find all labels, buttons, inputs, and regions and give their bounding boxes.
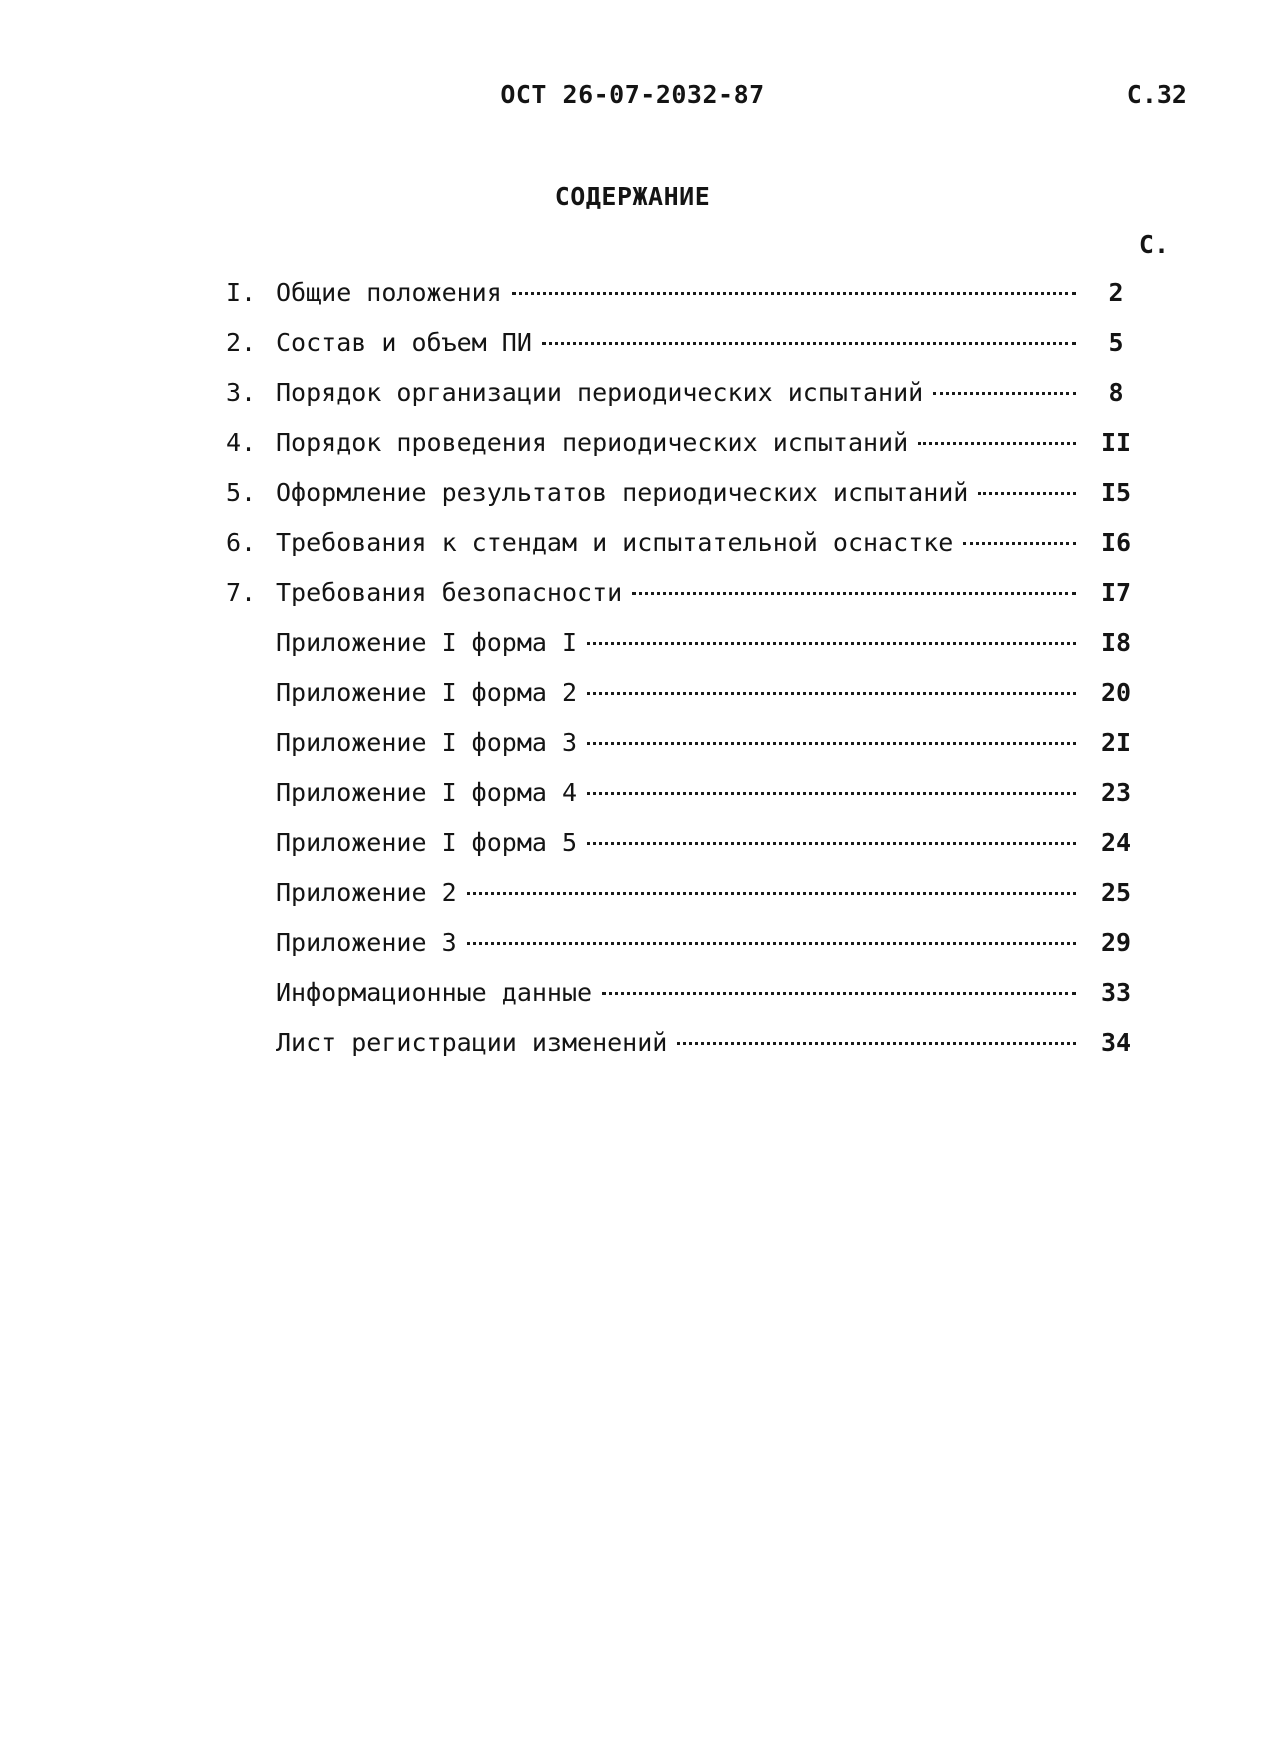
toc-item-label: Требования безопасности	[276, 578, 623, 607]
toc-item-number: 5.	[226, 478, 257, 507]
toc-item	[226, 978, 1146, 1028]
dot-leader	[587, 692, 1076, 695]
toc-item-page: I6	[1100, 528, 1132, 557]
toc-item-page: 25	[1100, 878, 1132, 907]
toc-item-label: Оформление результатов периодических испытаний	[276, 478, 969, 507]
dot-leader	[602, 992, 1076, 995]
toc-item-page: 20	[1100, 678, 1132, 707]
toc-item-label: Приложение I форма 2	[276, 678, 578, 707]
dot-leader	[632, 592, 1076, 595]
toc-item	[226, 1028, 1146, 1078]
toc-item	[226, 478, 1146, 528]
toc-item-page: 5	[1108, 328, 1124, 357]
dot-leader	[467, 942, 1076, 945]
toc-title: СОДЕРЖАНИЕ	[554, 182, 711, 211]
dot-leader	[933, 392, 1076, 395]
toc-item-number: I.	[226, 278, 257, 307]
toc-item-page: I7	[1100, 578, 1132, 607]
toc-item-label: Состав и объем ПИ	[276, 328, 532, 357]
toc-item-label: Приложение 3	[276, 928, 457, 957]
dot-leader	[512, 292, 1076, 295]
toc-item-page: 2I	[1100, 728, 1132, 757]
toc-item	[226, 778, 1146, 828]
toc-item-label: Приложение 2	[276, 878, 457, 907]
toc-item	[226, 428, 1146, 478]
toc-item-label: Информационные данные	[276, 978, 593, 1007]
dot-leader	[677, 1042, 1076, 1045]
toc-item	[226, 278, 1146, 328]
dot-leader	[918, 442, 1076, 445]
toc-item-page: 34	[1100, 1028, 1132, 1057]
toc-item-label: Приложение I форма 4	[276, 778, 578, 807]
toc-item	[226, 628, 1146, 678]
page-number: С.32	[1126, 80, 1187, 109]
dot-leader	[587, 742, 1076, 745]
toc-item-page: I8	[1100, 628, 1132, 657]
dot-leader	[587, 842, 1076, 845]
toc-item	[226, 378, 1146, 428]
toc-item-page: 8	[1108, 378, 1124, 407]
toc-item	[226, 328, 1146, 378]
dot-leader	[963, 542, 1076, 545]
table-of-contents	[226, 278, 1146, 1078]
dot-leader	[587, 642, 1076, 645]
dot-leader	[542, 342, 1076, 345]
page-column-header: С.	[1138, 230, 1169, 259]
toc-item-label: Общие положения	[276, 278, 502, 307]
toc-item	[226, 528, 1146, 578]
toc-item-page: 29	[1100, 928, 1132, 957]
toc-item-label: Порядок проведения периодических испытаний	[276, 428, 909, 457]
toc-item-number: 7.	[226, 578, 257, 607]
toc-item-label: Приложение I форма I	[276, 628, 578, 657]
toc-item	[226, 578, 1146, 628]
toc-item-page: II	[1100, 428, 1132, 457]
toc-item-number: 2.	[226, 328, 257, 357]
toc-item	[226, 928, 1146, 978]
dot-leader	[978, 492, 1076, 495]
toc-item-page: I5	[1100, 478, 1132, 507]
document-code: ОСТ 26-07-2032-87	[500, 80, 765, 109]
toc-item-label: Лист регистрации изменений	[276, 1028, 668, 1057]
dot-leader	[587, 792, 1076, 795]
toc-item-page: 33	[1100, 978, 1132, 1007]
toc-item-number: 6.	[226, 528, 257, 557]
toc-item-page: 24	[1100, 828, 1132, 857]
toc-item	[226, 828, 1146, 878]
toc-item-number: 4.	[226, 428, 257, 457]
toc-item-label: Приложение I форма 3	[276, 728, 578, 757]
toc-item	[226, 878, 1146, 928]
toc-item-number: 3.	[226, 378, 257, 407]
toc-item-page: 23	[1100, 778, 1132, 807]
toc-item-page: 2	[1108, 278, 1124, 307]
toc-item-label: Порядок организации периодических испытаний	[276, 378, 924, 407]
toc-item	[226, 678, 1146, 728]
toc-item-label: Приложение I форма 5	[276, 828, 578, 857]
dot-leader	[467, 892, 1076, 895]
toc-item	[226, 728, 1146, 778]
toc-item-label: Требования к стендам и испытательной оснастке	[276, 528, 954, 557]
